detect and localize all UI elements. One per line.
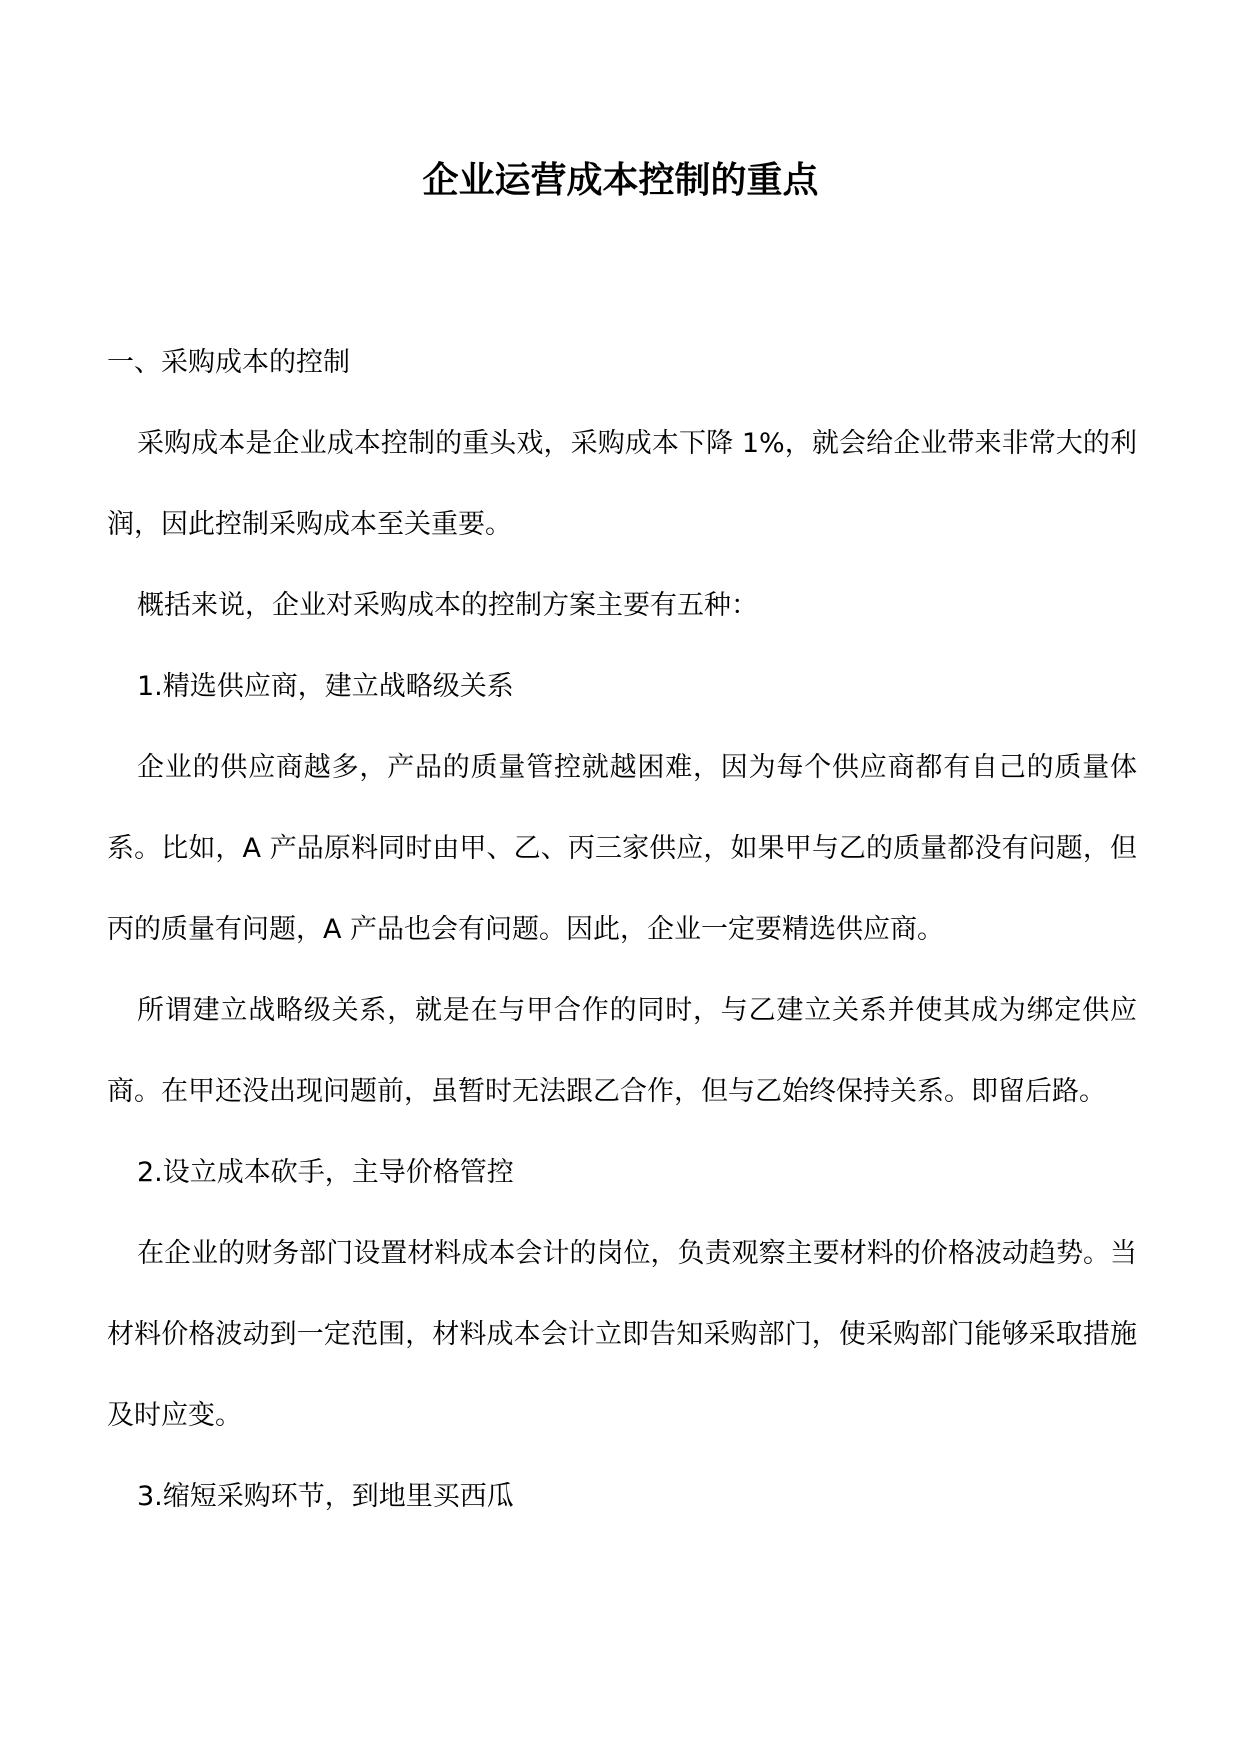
paragraph-material-cost-accountant: 在企业的财务部门设置材料成本会计的岗位，负责观察主要材料的价格波动趋势。当材料价格波动到一定范围，材料成本会计立即告知采购部门，使采购部门能够采取措施及时应变。 [107, 1238, 1137, 1431]
paragraph-supplier-quality: 企业的供应商越多，产品的质量管控就越困难，因为每个供应商都有自己的质量体系。比如，A 产品原料同时由甲、乙、丙三家供应，如果甲与乙的质量都没有问题，但丙的质量有问题，A 产品也会有问题。因此，企业一定要精选供应商。 [107, 752, 1137, 945]
document-title: 企业运营成本控制的重点 [422, 160, 819, 201]
paragraph-purchase-cost-importance: 采购成本是企业成本控制的重头戏，采购成本下降 1%，就会给企业带来非常大的利润，因此控制采购成本至关重要。 [107, 428, 1137, 540]
paragraph-control-plans-intro: 概括来说，企业对采购成本的控制方案主要有五种： [137, 590, 758, 621]
subheading-cost-cutter: 2.设立成本砍手，主导价格管控 [137, 1157, 514, 1188]
section-heading: 一、采购成本的控制 [107, 347, 350, 378]
subheading-shorten-purchase-chain: 3.缩短采购环节，到地里买西瓜 [137, 1481, 514, 1512]
subheading-select-suppliers: 1.精选供应商，建立战略级关系 [137, 671, 514, 702]
document-body [107, 343, 1137, 1537]
paragraph-strategic-relationship: 所谓建立战略级关系，就是在与甲合作的同时，与乙建立关系并使其成为绑定供应商。在甲还没出现问题前，虽暂时无法跟乙合作，但与乙始终保持关系。即留后路。 [107, 995, 1137, 1107]
